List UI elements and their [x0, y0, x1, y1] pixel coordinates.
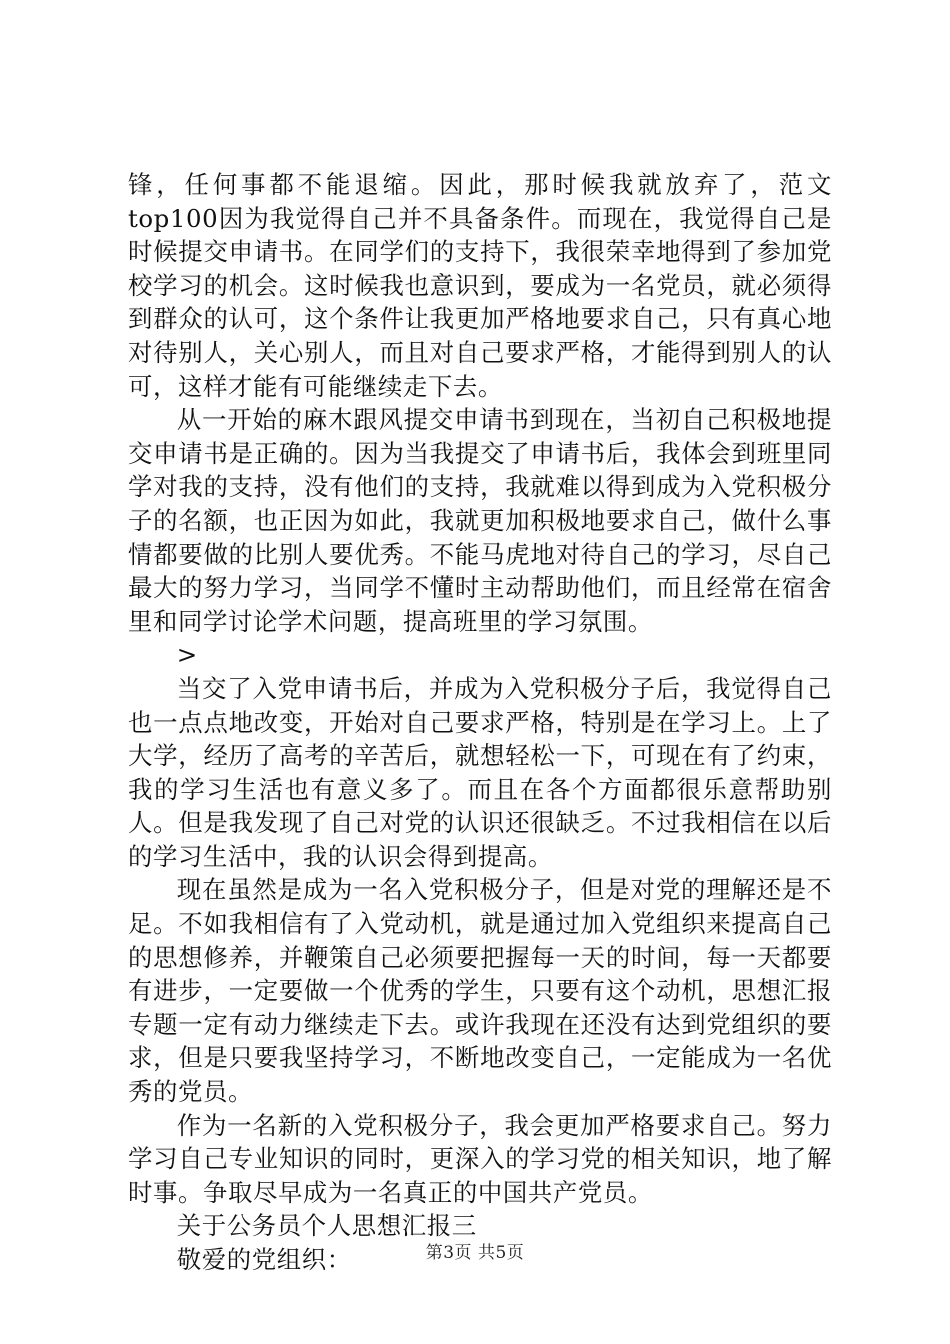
- page-number: 第3页 共5页: [425, 1243, 525, 1263]
- paragraph: 作为一名新的入党积极分子，我会更加严格要求自己。努力学习自己专业知识的同时，更深入的学习党的相关知识，地了解时事。争取尽早成为一名真正的中国共产党员。: [128, 1110, 832, 1207]
- paragraph: 从一开始的麻木跟风提交申请书到现在，当初自己积极地提交申请书是正确的。因为当我提交了申请书后，我体会到班里同学对我的支持，没有他们的支持，我就难以得到成为入党积极分子的名额，也正因为如此，我就更加积极地要求自己，做什么事情都要做的比别人要优秀。不能马虎地对待自己的学习，尽自己最大的努力学习，当同学不懂时主动帮助他们，而且经常在宿舍里和同学讨论学术问题，提高班里的学习氛围。: [128, 405, 832, 636]
- paragraph: 现在虽然是成为一名入党积极分子，但是对党的理解还是不足。不如我相信有了入党动机，就是通过加入党组织来提高自己的思想修养，并鞭策自己必须要把握每一天的时间，每一天都要有进步，一定要做一个优秀的学生，只要有这个动机，思想汇报专题一定有动力继续走下去。或许我现在还没有达到党组织的要求，但是只要我坚持学习，不断地改变自己，一定能成为一名优秀的党员。: [128, 875, 832, 1107]
- document-body: [128, 168, 832, 1277]
- stray-mark: >: [176, 640, 198, 670]
- page-footer: [0, 1243, 950, 1263]
- section-title: 关于公务员个人思想汇报三: [176, 1211, 477, 1241]
- salutation: 敬爱的党组织：: [176, 1245, 352, 1274]
- paragraph-continuation: 锋，任何事都不能退缩。因此，那时候我就放弃了，范文top100因为我觉得自己并不具备条件。而现在，我觉得自己是时候提交申请书。在同学们的支持下，我很荣幸地得到了参加党校学习的机会。这时候我也意识到，要成为一名党员，就必须得到群众的认可，这个条件让我更加严格地要求自己，只有真心地对待别人，关心别人，而且对自己要求严格，才能得到别人的认可，这样才能有可能继续走下去。: [128, 170, 832, 401]
- paragraph: 当交了入党申请书后，并成为入党积极分子后，我觉得自己也一点点地改变，开始对自己要求严格，特别是在学习上。上了大学，经历了高考的辛苦后，就想轻松一下，可现在有了约束，我的学习生活也有意义多了。而且在各个方面都很乐意帮助别人。但是我发现了自己对党的认识还很缺乏。不过我相信在以后的学习生活中，我的认识会得到提高。: [128, 673, 832, 871]
